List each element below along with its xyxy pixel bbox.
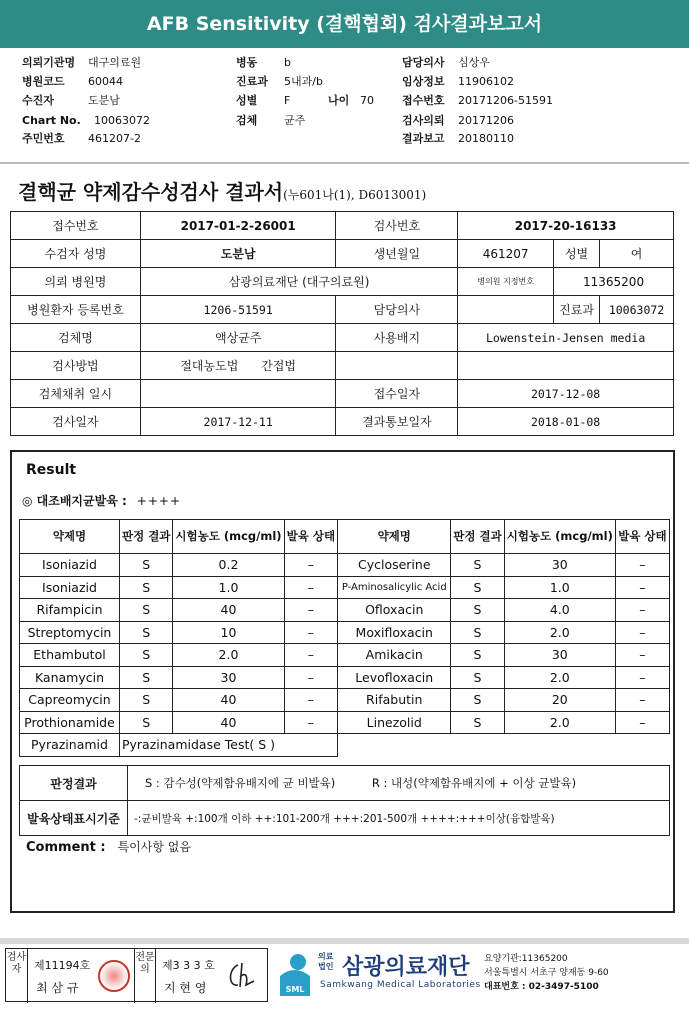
specimen-name: 액상균주 <box>140 324 336 352</box>
legend-growth: -:균비발육 +:100개 이하 ++:101-200개 +++:201-500개 ++++:+++이상(융합발육) <box>128 801 670 836</box>
drug-conc-cell: 10 <box>173 621 284 644</box>
drug-judge-cell: S <box>119 666 172 689</box>
table-row <box>20 621 670 644</box>
drug-conc-cell: 40 <box>173 689 284 712</box>
control-growth: ◎ 대조배지균발육 : ++++ <box>22 494 181 508</box>
drug-drug-cell: Isoniazid <box>20 576 120 599</box>
drug-drug-cell: Isoniazid <box>20 554 120 577</box>
drug-conc-cell: 30 <box>504 554 615 577</box>
divider <box>0 162 689 164</box>
empty-cell <box>458 352 674 380</box>
hospital-code: 11365200 <box>554 268 674 296</box>
method-secondary: 간접법 <box>261 359 296 373</box>
notify-date: 2018-01-08 <box>458 408 674 436</box>
doctor-name <box>458 296 554 324</box>
table-row <box>20 599 670 622</box>
examiner-seal <box>98 960 130 992</box>
result-title: Result <box>26 462 77 478</box>
drug-judge-cell: S <box>451 644 504 667</box>
cell-label: 검체채취 일시 <box>11 380 141 408</box>
cell-label: 생년월일 <box>336 240 458 268</box>
column-header: 시험농도 (mcg/ml) <box>173 520 284 554</box>
drug-growth-cell: – <box>284 689 338 712</box>
drug-drug-cell: Amikacin <box>338 644 451 667</box>
cell-label: 검사일자 <box>11 408 141 436</box>
header-row: Chart No. 10063072 <box>22 114 150 127</box>
drug-conc-cell: 2.0 <box>504 621 615 644</box>
confirmer-license: 제3 3 3 호 <box>162 959 215 972</box>
examiner-label: 검사자 <box>6 949 28 1003</box>
pyrazinamidase-test: Pyrazinamidase Test( S ) <box>119 734 337 757</box>
cell-label: 검사번호 <box>336 212 458 240</box>
report-code: (누601나(1), D6013001) <box>283 188 427 202</box>
drug-judge-cell: S <box>119 554 172 577</box>
drug-growth-cell: – <box>615 621 669 644</box>
drug-drug-cell: Rifabutin <box>338 689 451 712</box>
drug-drug-cell: Streptomycin <box>20 621 120 644</box>
organization-logo-block <box>270 946 689 1004</box>
cell-label: 병의원 지정번호 <box>458 268 554 296</box>
comment-text: 특이사항 없음 <box>117 840 191 854</box>
signature-box <box>5 948 268 1002</box>
drug-judge-cell: S <box>119 711 172 734</box>
media-name: Lowenstein-Jensen media <box>458 324 674 352</box>
report-banner: AFB Sensitivity (결핵협회) 검사결과보고서 <box>0 0 689 48</box>
org-prefix: 의료 법인 <box>318 952 334 971</box>
drug-drug-cell: Capreomycin <box>20 689 120 712</box>
org-name: 삼광의료재단 <box>342 955 470 980</box>
drug-conc-cell: 2.0 <box>504 711 615 734</box>
drug-drug-cell: Ethambutol <box>20 644 120 667</box>
header-row: 의뢰기관명 대구의료원 <box>22 56 142 69</box>
table-row <box>20 666 670 689</box>
header-row: 병동 b <box>236 56 291 69</box>
request-header <box>0 54 689 152</box>
header-row: 접수번호 20171206-51591 <box>402 94 553 107</box>
received-date: 2017-12-08 <box>458 380 674 408</box>
drug-growth-cell: – <box>284 554 338 577</box>
drug-conc-cell: 2.0 <box>173 644 284 667</box>
drug-conc-cell: 2.0 <box>504 666 615 689</box>
drug-conc-cell: 1.0 <box>173 576 284 599</box>
drug-growth-cell: – <box>615 644 669 667</box>
drug-conc-cell: 20 <box>504 689 615 712</box>
cell-label: 결과통보일자 <box>336 408 458 436</box>
org-address <box>484 952 609 994</box>
cell-label: 검체명 <box>11 324 141 352</box>
legend-table <box>19 765 670 836</box>
header-row: 임상정보 11906102 <box>402 75 514 88</box>
header-row: 성별 F <box>236 94 291 107</box>
department-value: 10063072 <box>600 296 674 324</box>
drug-growth-cell: – <box>615 711 669 734</box>
empty-cell <box>338 734 670 757</box>
report-title: 결핵균 약제감수성검사 결과서(누601나(1), D6013001) <box>18 180 427 204</box>
test-date: 2017-12-11 <box>140 408 336 436</box>
org-code: 요양기관:11365200 <box>484 954 568 964</box>
signature-icon <box>224 959 262 993</box>
legend-judge: S : 감수성(약제함유배지에 균 비발육) R : 내성(약제함유배지에 + 이상 균발육) <box>128 766 670 801</box>
drug-drug-cell: Prothionamide <box>20 711 120 734</box>
drug-conc-cell: 30 <box>504 644 615 667</box>
cell-label: 수검자 성명 <box>11 240 141 268</box>
drug-growth-cell: – <box>284 621 338 644</box>
collection-date <box>140 380 336 408</box>
birth-date: 461207 <box>458 240 554 268</box>
drug-judge-cell: S <box>119 599 172 622</box>
drug-growth-cell: – <box>615 576 669 599</box>
column-header: 시험농도 (mcg/ml) <box>504 520 615 554</box>
column-header: 판정 결과 <box>119 520 172 554</box>
drug-growth-cell: – <box>615 599 669 622</box>
method-cell <box>140 352 336 380</box>
drug-judge-cell: S <box>119 576 172 599</box>
org-phone: 대표번호 : 02-3497-5100 <box>484 982 599 992</box>
drug-growth-cell: – <box>615 689 669 712</box>
header-row: 주민번호 461207-2 <box>22 132 141 145</box>
drug-judge-cell: S <box>119 621 172 644</box>
drug-judge-cell: S <box>119 689 172 712</box>
pyrazinamid-row <box>20 734 670 757</box>
drug-growth-cell: – <box>615 554 669 577</box>
header-row: 검사의뢰 20171206 <box>402 114 514 127</box>
drug-conc-cell: 40 <box>173 711 284 734</box>
examiner-license: 제11194호 <box>34 959 91 972</box>
cell-label: 성별 <box>554 240 600 268</box>
cell-label: 병원환자 등록번호 <box>11 296 141 324</box>
drug-drug-cell: Rifampicin <box>20 599 120 622</box>
drug-drug-cell: Moxifloxacin <box>338 621 451 644</box>
drug-conc-cell: 1.0 <box>504 576 615 599</box>
test-number: 2017-20-16133 <box>458 212 674 240</box>
cell-label: 접수일자 <box>336 380 458 408</box>
cell-label: 의뢰 병원명 <box>11 268 141 296</box>
drug-judge-cell: S <box>451 689 504 712</box>
header-row: 병원코드 60044 <box>22 75 123 88</box>
empty-cell <box>336 352 458 380</box>
hospital-name: 삼광의료재단 (대구의료원) <box>140 268 457 296</box>
drug-drug-cell: Cycloserine <box>338 554 451 577</box>
drug-drug-cell: Kanamycin <box>20 666 120 689</box>
org-street: 서울특별시 서초구 양재동 9-60 <box>484 968 609 978</box>
control-growth-value: ++++ <box>136 494 181 508</box>
drug-judge-cell: S <box>451 621 504 644</box>
sex-value: 여 <box>600 240 674 268</box>
table-row <box>20 711 670 734</box>
drug-drug-cell: P-Aminosalicylic Acid <box>338 576 451 599</box>
cell-label: 담당의사 <box>336 296 458 324</box>
drug-drug-cell: Pyrazinamid <box>20 734 120 757</box>
drug-judge-cell: S <box>119 644 172 667</box>
table-row <box>20 554 670 577</box>
drug-conc-cell: 40 <box>173 599 284 622</box>
drug-conc-cell: 0.2 <box>173 554 284 577</box>
drug-judge-cell: S <box>451 576 504 599</box>
drug-conc-cell: 30 <box>173 666 284 689</box>
header-row: 나이 70 <box>328 94 374 107</box>
cell-label: 진료과 <box>554 296 600 324</box>
table-row <box>20 689 670 712</box>
cell-label: 검사방법 <box>11 352 141 380</box>
table-row <box>20 576 670 599</box>
method-primary: 절대농도법 <box>180 359 239 373</box>
drug-drug-cell: Levofloxacin <box>338 666 451 689</box>
cell-label: 접수번호 <box>11 212 141 240</box>
table-row <box>20 644 670 667</box>
examiner-name: 최 삼 규 <box>36 981 79 995</box>
column-header: 판정 결과 <box>451 520 504 554</box>
patient-info-table <box>10 211 674 436</box>
header-row: 담당의사 심상우 <box>402 56 490 69</box>
column-header: 발육 상태 <box>284 520 338 554</box>
header-row: 진료과 5내과/b <box>236 75 323 88</box>
drug-judge-cell: S <box>451 666 504 689</box>
drug-growth-cell: – <box>284 576 338 599</box>
drug-growth-cell: – <box>284 644 338 667</box>
legend-label: 발육상태표시기준 <box>20 801 128 836</box>
comment: Comment : 특이사항 없음 <box>26 840 191 855</box>
drug-drug-cell: Ofloxacin <box>338 599 451 622</box>
receipt-number: 2017-01-2-26001 <box>140 212 336 240</box>
header-row: 검체 균주 <box>236 114 306 127</box>
logo-text: SML <box>285 985 305 994</box>
registration-number: 1206-51591 <box>140 296 336 324</box>
header-row: 결과보고 20180110 <box>402 132 514 145</box>
drug-conc-cell: 4.0 <box>504 599 615 622</box>
patient-name: 도분남 <box>140 240 336 268</box>
drug-sensitivity-table <box>19 519 670 757</box>
result-section <box>10 450 675 913</box>
cell-label: 사용배지 <box>336 324 458 352</box>
column-header: 약제명 <box>338 520 451 554</box>
header-row: 수진자 도분남 <box>22 94 120 107</box>
confirmer-label: 전문의 <box>134 949 156 1003</box>
drug-growth-cell: – <box>615 666 669 689</box>
divider <box>0 938 689 944</box>
legend-label: 판정결과 <box>20 766 128 801</box>
sml-logo-icon <box>272 950 316 1000</box>
column-header: 약제명 <box>20 520 120 554</box>
drug-judge-cell: S <box>451 599 504 622</box>
drug-growth-cell: – <box>284 711 338 734</box>
drug-judge-cell: S <box>451 554 504 577</box>
drug-drug-cell: Linezolid <box>338 711 451 734</box>
column-header: 발육 상태 <box>615 520 669 554</box>
drug-growth-cell: – <box>284 599 338 622</box>
confirmer-name: 지 현 영 <box>164 981 207 995</box>
org-english-name: Samkwang Medical Laboratories <box>320 980 481 990</box>
drug-growth-cell: – <box>284 666 338 689</box>
drug-judge-cell: S <box>451 711 504 734</box>
table-header-row <box>20 520 670 554</box>
